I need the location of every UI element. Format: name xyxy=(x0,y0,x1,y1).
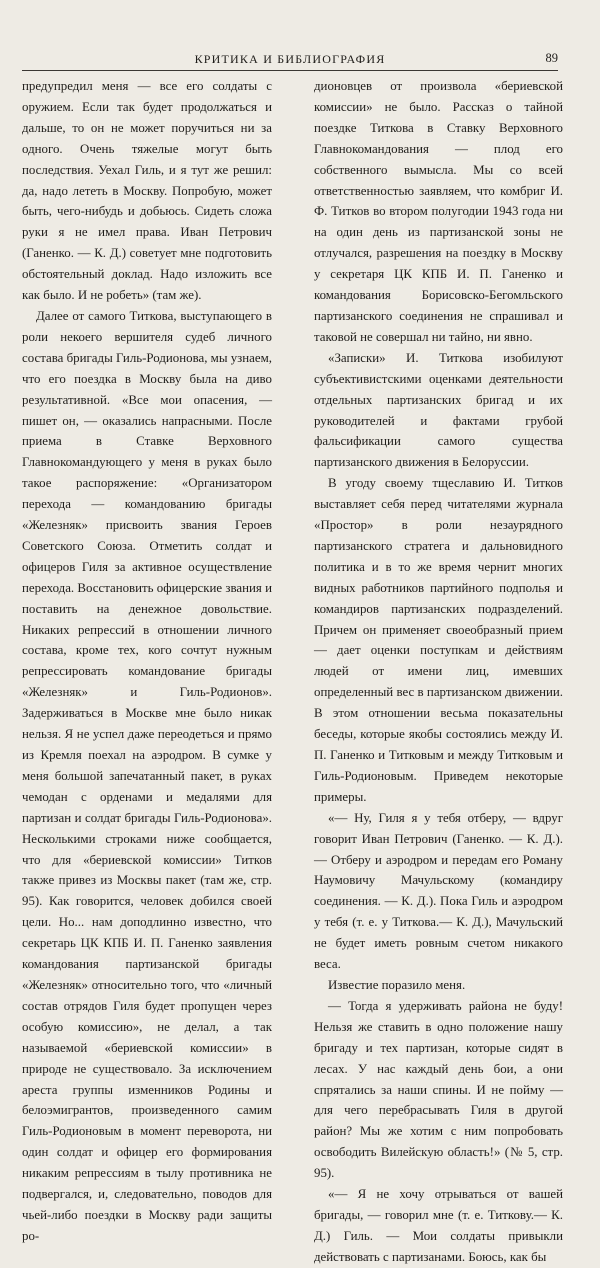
paragraph: Известие поразило меня. xyxy=(328,977,466,992)
paragraph: «Записки» И. Титкова изобилуют субъективистскими оценками деятельности отдельных партизанских бригад и их руководителей и фактами грубой фальсификации самого существа партизанского движения в Белоруссии. xyxy=(314,350,563,470)
paragraph: «— Я не хочу отрываться от вашей бригады, — говорил мне (т. е. Титкову.— К. Д.) Гиль. — Мои солдаты привыкли действовать с партизанами. Боюсь, как бы xyxy=(314,1187,563,1264)
paragraph: дионовцев от произвола «бериевской комиссии» не было. Рассказ о тайной поездке Титкова в Ставку Верховного Главнокомандования — плод его собственного вымысла. Мы со всей ответственностью заявляем, что комбриг И. Ф. Титков во втором полугодии 1943 года ни на один день из партизанской зоны не отлучался, разрешения на поездку в Москву у секретаря ЦК КПБ И. П. Ганенко и командования Борисовско-Бегомльского партизанского соединения не спрашивал и таковой не совершал ни тайно, ни явно. xyxy=(314,79,563,344)
paragraph: Далее от самого Титкова, выступающего в роли некоего вершителя судеб личного состава бригады Гиль-Родионова, мы узнаем, что его поездка в Москву была на диво результативной. «Все мои опасения, — пишет он, — оказались напрасными. После приема в Ставке Верховного Главнокомандующего у меня в руках было такое распоряжение: «Организатором перехода — командованию бригады «Железняк» присвоить звания Героев Советского Союза. Отметить солдат и офицеров Гиля за активное осуществление перехода. Восстановить офицерские звания и поставить на денежное довольствие. Никаких репрессий в отношении личного состава, кроме тех, кого сочтут нужным репрессировать командование бригады «Железняк» и Гиль-Родионов». Задерживаться в Москве мне было никак нельзя. Я не успел даже переодеться и прямо из Кремля поехал на аэродром. В сумке у меня большой запечатанный пакет, в руках чемодан с орденами и медалями для партизан и солдат бригады Гиль-Родионова». Несколькими строками ниже сообщается, что для «бериевской комиссии» Титков также привез из Москвы пакет (там же, стр. 95). Как говорится, человек добился своей цели. Но... нам доподлинно известно, что секретарь ЦК КПБ И. П. Ганенко заявления командования партизанской бригады «Железняк» относительно того, что «личный состав отрядов Гиля будет пропущен через особую комиссию», не делал, а так называемой «бериевской комиссии» в природе не существовало. За исключением ареста группы изменников Родины и белоэмигрантов, произведенного самим Гиль-Родионовым в момент переворота, ни один солдат и офицер его формирования никаким репрессиям в тылу противника не подвергался, и, следовательно, поводов для чьей-либо поездки в Москву ради защиты ро- xyxy=(22,308,272,1243)
paragraph: — Тогда я удерживать района не буду! Нельзя же ставить в одно положение нашу бригаду и тех партизан, которые сидят в лесах. У нас каждый день бои, а они спрятались за наши спины. И не пойму — для чего перебрасывать Гиля в другой район? Мы же хотим с ним попробовать освободить Вилейскую область!» (№ 5, стр. 95). xyxy=(314,998,563,1181)
paragraph: В угоду своему тщеславию И. Титков выставляет себя перед читателями журнала «Простор» в роли незаурядного партизанского стратега и дальновидного политика и в то же время чернит многих видных работников партийного подполья и командиров партизанских подразделений. Причем он применяет своеобразный прием — дает оценки поступкам и действиям людей от имени лиц, имевших определенный вес в партизанском движении. В этом отношении весьма показательны беседы, которые якобы состоялись между И. П. Ганенко и Титковым и между Титковым и Гиль-Родионовым. Приведем некоторые примеры. xyxy=(314,476,563,804)
right-column xyxy=(314,76,563,1268)
left-column xyxy=(22,76,272,1247)
section-title: КРИТИКА И БИБЛИОГРАФИЯ xyxy=(194,52,386,66)
running-header xyxy=(22,50,558,71)
paragraph: предупредил меня — все его солдаты с оружием. Если так будет продолжаться и дальше, то он не может поручиться ни за одного. Очень тяжелые могут быть последствия. Уехал Гиль, и я тут же решил: да, надо лететь в Москву. Попробую, может быть, чего-нибудь и добьюсь. Сидеть сложа руки я не имел права. Иван Петрович (Ганенко. — К. Д.) советует мне подготовить обстоятельный доклад. Надо изложить все как было. И не робеть» (там же). xyxy=(22,79,272,303)
page-number: 89 xyxy=(545,51,558,65)
paragraph: «— Ну, Гиля я у тебя отберу, — вдруг говорит Иван Петрович (Ганенко. — К. Д.). — Отберу и аэродром и передам его Роману Наумовичу Мачульскому (командиру соединения. — К. Д.). Пока Гиль и аэродром у тебя (т. е. у Титкова.— К. Д.), Мачульский не будет иметь ровным счетом никакого веса. xyxy=(314,810,563,972)
